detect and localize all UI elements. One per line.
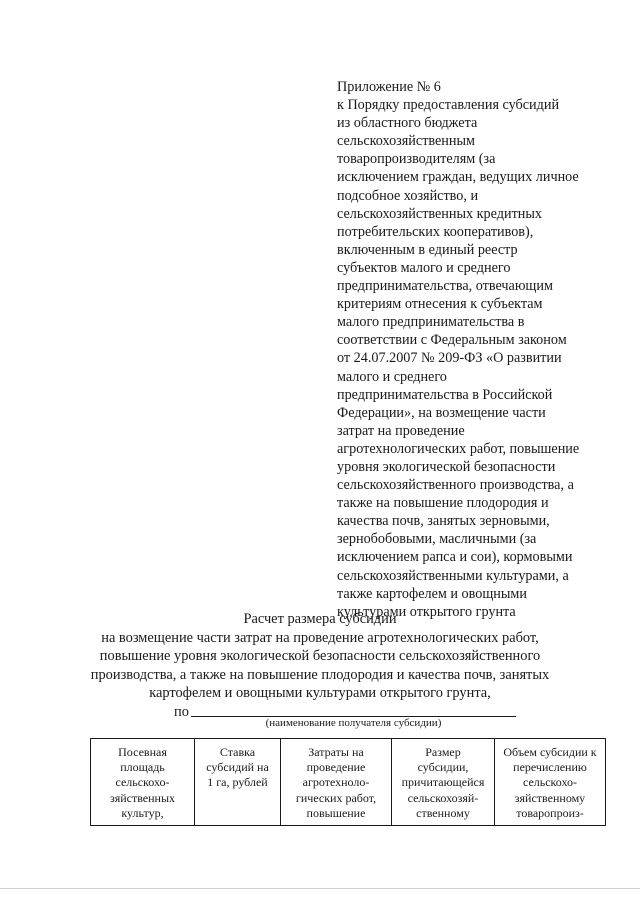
annex-line: сельскохозяйственных кредитных <box>337 205 542 222</box>
header-text: причитающейся <box>401 775 485 790</box>
page-bottom-divider <box>0 888 640 889</box>
annex-line: сельскохозяйственного производства, а <box>337 477 574 494</box>
header-text: субсидии, <box>417 760 469 775</box>
annex-line: включенным в единый реестр <box>337 241 518 258</box>
column-header-transfer-volume <box>495 739 606 826</box>
header-text: агротехноло- <box>302 775 370 790</box>
annex-line: также картофелем и овощными <box>337 585 527 602</box>
recipient-prefix: по <box>174 704 189 720</box>
annex-line: сельскохозяйственными культурами, а <box>337 567 569 584</box>
header-text: Посевная <box>118 745 167 759</box>
header-text: сельскохо- <box>115 775 170 790</box>
annex-line: уровня экологической безопасности <box>337 458 556 475</box>
table-header-row <box>91 739 606 826</box>
annex-line: соответствии с Федеральным законом <box>337 332 567 349</box>
annex-line: предпринимательства, отвечающим <box>337 278 553 295</box>
title-line: производства, а также на повышение плодородия и качества почв, занятых <box>90 666 550 683</box>
header-text: проведение <box>306 760 366 775</box>
annex-line: субъектов малого и среднего <box>337 259 511 276</box>
annex-line: из областного бюджета <box>337 115 478 132</box>
header-text: сельскохо- <box>522 775 578 790</box>
subsidy-table <box>90 738 606 826</box>
title-line: Расчет размера субсидии <box>243 611 397 627</box>
header-text: гических работ, <box>295 790 377 805</box>
annex-line: зернобобовыми, масличными (за <box>337 531 537 548</box>
column-header-subsidy-rate <box>195 739 281 826</box>
column-header-subsidy-amount <box>392 739 495 826</box>
annex-line: малого предпринимательства в <box>337 314 525 331</box>
header-text: Объем субсидии к <box>503 745 597 759</box>
annex-line: исключением рапса и сои), кормовыми <box>337 549 573 566</box>
annex-line: к Порядку предоставления субсидий <box>337 97 560 114</box>
annex-line: предпринимательства в Российской <box>337 386 553 403</box>
header-text: Затраты на <box>308 745 364 759</box>
document-title <box>60 610 580 703</box>
annex-line: культурами открытого грунта <box>337 603 516 620</box>
title-line: на возмещение части затрат на проведение агротехнологических работ, <box>101 629 539 646</box>
annex-line: товаропроизводителям (за <box>337 151 496 168</box>
header-text: товаропроиз- <box>516 805 584 820</box>
header-text: сельскохозяй- <box>407 790 479 805</box>
column-header-sown-area <box>91 739 195 826</box>
header-text: повышение <box>306 805 366 820</box>
annex-line: малого и среднего <box>337 368 447 385</box>
header-text: субсидий на <box>206 760 269 775</box>
annex-line: затрат на проведение <box>337 422 465 439</box>
annex-line: критериям отнесения к субъектам <box>337 296 543 313</box>
header-text: перечислению <box>513 760 587 775</box>
annex-line: Приложение № 6 <box>337 79 441 95</box>
header-text: площадь <box>120 760 165 775</box>
annex-line: подсобное хозяйство, и <box>337 187 479 204</box>
header-text: 1 га, рублей <box>207 775 268 790</box>
column-header-costs <box>281 739 392 826</box>
header-text: Размер <box>425 745 461 759</box>
header-text: культур, <box>121 805 164 820</box>
annex-line: потребительских кооперативов), <box>337 223 534 240</box>
annex-line: исключением граждан, ведущих личное <box>337 169 579 186</box>
title-line: повышение уровня экологической безопасности сельскохозяйственного <box>99 648 541 664</box>
annex-line: агротехнологических работ, повышение <box>337 440 580 457</box>
annex-line: качества почв, занятых зерновыми, <box>337 513 550 530</box>
recipient-hint: (наименование получателя субсидии) <box>265 717 442 729</box>
header-text: зяйственному <box>514 790 586 805</box>
annex-line: также на повышение плодородия и <box>337 495 549 512</box>
annex-reference <box>337 78 607 621</box>
header-text: Ставка <box>219 745 256 759</box>
annex-line: Федерации», на возмещение части <box>337 404 546 421</box>
header-text: ственному <box>416 805 470 820</box>
title-line: картофелем и овощными культурами открытого грунта, <box>149 685 491 701</box>
annex-line: сельскохозяйственным <box>337 133 476 150</box>
header-text: зяйственных <box>109 790 176 805</box>
annex-line: от 24.07.2007 № 209-ФЗ «О развитии <box>337 350 562 367</box>
